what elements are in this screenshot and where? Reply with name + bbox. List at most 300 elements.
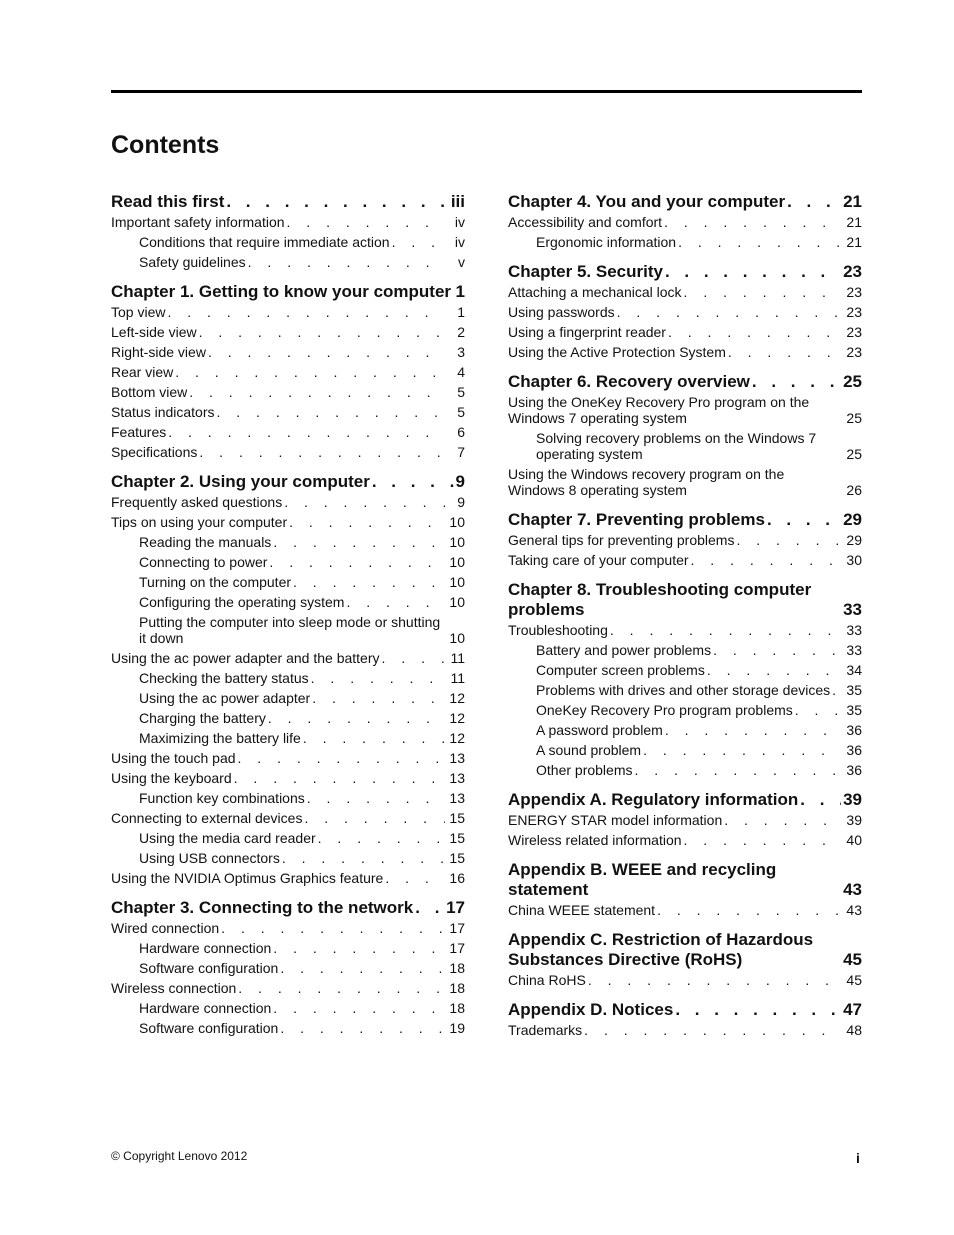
chapter-page: 17 [446, 898, 465, 917]
toc-entry[interactable] [111, 304, 465, 320]
toc-entry[interactable] [508, 430, 862, 462]
entry-page: 12 [449, 730, 465, 746]
toc-entry[interactable] [111, 790, 465, 806]
chapter-title: Chapter 2. Using your computer [111, 472, 370, 491]
entry-title: Battery and power problems [536, 642, 712, 658]
entry-title: Wireless related information [508, 832, 682, 848]
entry-page: iv [454, 214, 465, 230]
entry-title: Connecting to external devices [111, 810, 303, 826]
dot-leader [199, 324, 445, 340]
entry-page: 11 [450, 670, 465, 686]
toc-entry[interactable] [508, 642, 862, 658]
entry-title: Problems with drives and other storage devices [536, 682, 831, 698]
entry-title: Using the Active Protection System [508, 344, 726, 360]
entry-page: 23 [846, 344, 862, 360]
entry-title: Safety guidelines [139, 254, 246, 270]
entry-page: 10 [449, 554, 465, 570]
entry-title: Tips on using your computer [111, 514, 288, 530]
entry-page: 18 [449, 980, 465, 996]
dot-leader [713, 642, 842, 658]
entry-title: Top view [111, 304, 166, 320]
entry-page: 23 [846, 304, 862, 320]
entry-page: 23 [846, 284, 862, 300]
chapter-title: Appendix B. WEEE and recycling statement [508, 860, 777, 899]
entry-page: 5 [457, 384, 465, 400]
toc-entry[interactable] [508, 552, 862, 568]
dot-leader [665, 262, 841, 282]
toc-entry[interactable] [111, 710, 465, 726]
dot-leader [707, 662, 842, 678]
entry-page: 10 [449, 534, 465, 550]
entry-title: Right-side view [111, 344, 206, 360]
chapter-page: 47 [843, 1000, 862, 1019]
entry-page: 21 [846, 234, 862, 250]
entry-page: 40 [846, 832, 862, 848]
toc-entry[interactable] [508, 762, 862, 778]
chapter-page: 39 [843, 790, 862, 809]
toc-section [508, 790, 862, 848]
entry-page: 15 [449, 810, 465, 826]
entry-title: Software configuration [139, 960, 279, 976]
entry-title: Wired connection [111, 920, 220, 936]
dot-leader [221, 920, 445, 936]
chapter-page: 23 [843, 262, 862, 281]
dot-leader [665, 722, 842, 738]
dot-leader [269, 554, 445, 570]
entry-title: Software configuration [139, 1020, 279, 1036]
chapter-title: Read this first [111, 192, 225, 211]
toc-right-column [508, 192, 862, 1050]
dot-leader [280, 960, 445, 976]
toc-entry[interactable] [508, 234, 862, 250]
dot-leader [168, 424, 445, 440]
entry-title: Using the keyboard [111, 770, 232, 786]
dot-leader [657, 902, 842, 918]
entry-title: Using passwords [508, 304, 615, 320]
toc-entry[interactable] [508, 622, 862, 638]
dot-leader [226, 192, 448, 212]
entry-page: 18 [449, 1000, 465, 1016]
toc-entry[interactable] [508, 304, 862, 320]
entry-title: Using a fingerprint reader [508, 324, 666, 340]
entry-title: General tips for preventing problems [508, 532, 735, 548]
dot-leader [311, 670, 445, 686]
page-number: i [856, 1150, 860, 1166]
toc-chapter-heading[interactable] [508, 930, 862, 970]
entry-title: Turning on the computer [139, 574, 292, 590]
dot-leader [767, 510, 841, 530]
entry-title: Accessibility and comfort [508, 214, 663, 230]
dot-leader [610, 622, 842, 638]
entry-title: Attaching a mechanical lock [508, 284, 682, 300]
entry-page: 29 [846, 532, 862, 548]
dot-leader [643, 742, 842, 758]
dot-leader [208, 344, 445, 360]
chapter-page: 45 [843, 950, 862, 969]
chapter-page: 43 [843, 880, 862, 899]
dot-leader [795, 702, 842, 718]
toc-chapter-heading[interactable] [111, 898, 465, 918]
entry-title: Checking the battery status [139, 670, 309, 686]
dot-leader [175, 364, 445, 380]
dot-leader [273, 1000, 445, 1016]
entry-title: Charging the battery [139, 710, 266, 726]
toc-chapter-heading[interactable] [508, 510, 862, 530]
dot-leader [617, 304, 842, 320]
dot-leader [634, 762, 842, 778]
toc-entry[interactable] [111, 514, 465, 530]
entry-page: 6 [457, 424, 465, 440]
entry-title: A sound problem [536, 742, 642, 758]
toc-section [111, 472, 465, 886]
toc-entry[interactable] [111, 494, 465, 510]
toc-entry[interactable] [111, 444, 465, 460]
toc-entry[interactable] [508, 466, 862, 498]
toc-chapter-heading[interactable] [508, 860, 862, 900]
entry-title: A password problem [536, 722, 663, 738]
entry-page: 48 [846, 1022, 862, 1038]
entry-title: Connecting to power [139, 554, 268, 570]
toc-entry[interactable] [111, 960, 465, 976]
entry-title: Important safety information [111, 214, 285, 230]
dot-leader [787, 192, 841, 212]
dot-leader [238, 980, 445, 996]
toc-section [508, 580, 862, 778]
entry-page: 3 [457, 344, 465, 360]
entry-title: Troubleshooting [508, 622, 608, 638]
chapter-title: Chapter 4. You and your computer [508, 192, 786, 211]
entry-page: 36 [846, 742, 862, 758]
toc-entry[interactable] [111, 650, 465, 666]
dot-leader [664, 214, 842, 230]
dot-leader [675, 1000, 841, 1020]
toc-entry[interactable] [508, 394, 862, 426]
toc-section [111, 282, 465, 460]
entry-page: 23 [846, 324, 862, 340]
entry-title: Using USB connectors [139, 850, 280, 866]
chapter-title: Chapter 3. Connecting to the network [111, 898, 414, 917]
dot-leader [678, 234, 842, 250]
entry-page: 9 [457, 494, 465, 510]
toc-entry[interactable] [111, 1000, 465, 1016]
dot-leader [248, 254, 445, 270]
toc-entry[interactable] [111, 254, 465, 270]
entry-title: Conditions that require immediate action [139, 234, 390, 250]
toc-chapter-heading[interactable] [508, 262, 862, 282]
entry-page: 35 [846, 702, 862, 718]
dot-leader [217, 404, 446, 420]
entry-page: 2 [457, 324, 465, 340]
dot-leader [238, 750, 445, 766]
toc-entry[interactable] [111, 850, 465, 866]
chapter-page: 21 [843, 192, 862, 211]
toc-entry[interactable] [508, 702, 862, 718]
entry-page: 36 [846, 722, 862, 738]
toc-section [508, 860, 862, 918]
entry-title: Using the OneKey Recovery Pro program on the Windows 7 operating system [508, 394, 810, 426]
toc-entry[interactable] [111, 554, 465, 570]
entry-title: Maximizing the battery life [139, 730, 301, 746]
entry-page: 11 [450, 650, 465, 666]
entry-page: 13 [449, 790, 465, 806]
toc-entry[interactable] [111, 940, 465, 956]
toc-section [508, 372, 862, 498]
dot-leader [684, 284, 842, 300]
toc-entry[interactable] [111, 594, 465, 610]
chapter-title: Chapter 1. Getting to know your computer [111, 282, 452, 301]
toc-chapter-heading[interactable] [508, 192, 862, 212]
entry-page: 7 [457, 444, 465, 460]
copyright-notice: © Copyright Lenovo 2012 [111, 1149, 248, 1163]
entry-page: 15 [449, 850, 465, 866]
toc-entry[interactable] [111, 404, 465, 420]
dot-leader [584, 1022, 842, 1038]
toc-entry[interactable] [111, 614, 465, 646]
toc-chapter-heading[interactable] [508, 1000, 862, 1020]
dot-leader [728, 344, 842, 360]
toc-entry[interactable] [111, 670, 465, 686]
entry-title: Using the Windows recovery program on the Windows 8 operating system [508, 466, 785, 498]
entry-page: 15 [449, 830, 465, 846]
chapter-title: Chapter 7. Preventing problems [508, 510, 765, 529]
toc-entry[interactable] [111, 770, 465, 786]
dot-leader [303, 730, 445, 746]
dot-leader [280, 1020, 445, 1036]
entry-page: 4 [457, 364, 465, 380]
entry-title: Wireless connection [111, 980, 237, 996]
entry-page: 13 [449, 750, 465, 766]
entry-page: iv [454, 234, 465, 250]
toc-entry[interactable] [508, 972, 862, 988]
dot-leader [415, 898, 444, 918]
entry-page: 16 [449, 870, 465, 886]
dot-leader [724, 812, 842, 828]
chapter-page: 9 [455, 472, 465, 491]
toc-entry[interactable] [508, 532, 862, 548]
toc-entry[interactable] [111, 574, 465, 590]
toc-chapter-heading[interactable] [111, 282, 465, 302]
entry-title: Function key combinations [139, 790, 305, 806]
toc-entry[interactable] [111, 980, 465, 996]
entry-title: China WEEE statement [508, 902, 656, 918]
dot-leader [189, 384, 445, 400]
dot-leader [312, 690, 445, 706]
entry-title: Rear view [111, 364, 174, 380]
dot-leader [284, 494, 445, 510]
dot-leader [372, 472, 454, 492]
toc-entry[interactable] [111, 344, 465, 360]
dot-leader [668, 324, 842, 340]
toc-entry[interactable] [111, 920, 465, 936]
dot-leader [736, 532, 842, 548]
dot-leader [392, 234, 445, 250]
toc-section [508, 930, 862, 988]
toc-entry[interactable] [111, 324, 465, 340]
toc-entry[interactable] [508, 284, 862, 300]
entry-page: 34 [846, 662, 862, 678]
entry-page: 10 [449, 514, 465, 530]
entry-title: China RoHS [508, 972, 586, 988]
dot-leader [752, 372, 841, 392]
dot-leader [167, 304, 445, 320]
dot-leader [273, 534, 445, 550]
entry-title: ENERGY STAR model information [508, 812, 723, 828]
entry-page: 10 [449, 630, 465, 646]
toc-entry[interactable] [508, 722, 862, 738]
dot-leader [289, 514, 445, 530]
entry-title: Taking care of your computer [508, 552, 689, 568]
entry-title: Ergonomic information [536, 234, 677, 250]
entry-title: Configuring the operating system [139, 594, 345, 610]
entry-title: Specifications [111, 444, 198, 460]
entry-page: 45 [846, 972, 862, 988]
toc-entry[interactable] [111, 1020, 465, 1036]
dot-leader [318, 830, 445, 846]
toc-entry[interactable] [111, 424, 465, 440]
toc-entry[interactable] [508, 344, 862, 360]
dot-leader [588, 972, 842, 988]
chapter-title: Appendix C. Restriction of Hazardous Substances Directive (RoHS) [508, 930, 814, 969]
toc-entry[interactable] [111, 810, 465, 826]
dot-leader [234, 770, 445, 786]
entry-page: 19 [449, 1020, 465, 1036]
entry-title: Using the media card reader [139, 830, 316, 846]
entry-title: Features [111, 424, 167, 440]
chapter-page: iii [450, 192, 465, 211]
toc-section [508, 192, 862, 250]
toc-entry[interactable] [508, 682, 862, 698]
toc-entry[interactable] [111, 730, 465, 746]
dot-leader [691, 552, 842, 568]
toc-entry[interactable] [111, 690, 465, 706]
dot-leader [304, 810, 445, 826]
entry-page: 12 [449, 710, 465, 726]
toc-section [508, 262, 862, 360]
entry-title: Frequently asked questions [111, 494, 283, 510]
entry-title: Hardware connection [139, 940, 272, 956]
entry-title: Left-side view [111, 324, 197, 340]
dot-leader [273, 940, 445, 956]
toc-entry[interactable] [508, 324, 862, 340]
entry-page: 25 [846, 446, 862, 462]
toc-chapter-heading[interactable] [111, 472, 465, 492]
dot-leader [199, 444, 445, 460]
entry-title: Bottom view [111, 384, 188, 400]
entry-title: Hardware connection [139, 1000, 272, 1016]
dot-leader [385, 870, 445, 886]
dot-leader [800, 790, 841, 810]
entry-title: Solving recovery problems on the Windows 7 operating system [536, 430, 817, 462]
entry-page: 18 [449, 960, 465, 976]
dot-leader [287, 214, 445, 230]
chapter-title: Chapter 5. Security [508, 262, 663, 281]
toc-entry[interactable] [111, 384, 465, 400]
toc-entry[interactable] [111, 830, 465, 846]
chapter-page: 25 [843, 372, 862, 391]
entry-page: 36 [846, 762, 862, 778]
chapter-title: Appendix D. Notices [508, 1000, 674, 1019]
entry-page: 39 [846, 812, 862, 828]
chapter-page: 1 [455, 282, 465, 301]
toc-chapter-heading[interactable] [508, 790, 862, 810]
toc-section [508, 510, 862, 568]
toc-entry[interactable] [111, 534, 465, 550]
entry-page: 5 [457, 404, 465, 420]
toc-chapter-heading[interactable] [508, 372, 862, 392]
entry-page: 1 [457, 304, 465, 320]
entry-page: 10 [449, 594, 465, 610]
dot-leader [307, 790, 445, 806]
toc-entry[interactable] [508, 1022, 862, 1038]
toc-entry[interactable] [508, 662, 862, 678]
entry-title: OneKey Recovery Pro program problems [536, 702, 793, 718]
chapter-title: Chapter 8. Troubleshooting computer problems [508, 580, 812, 619]
dot-leader [453, 282, 454, 302]
entry-title: Reading the manuals [139, 534, 272, 550]
toc-chapter-heading[interactable] [111, 192, 465, 212]
entry-title: Using the ac power adapter [139, 690, 311, 706]
dot-leader [346, 594, 445, 610]
entry-title: Status indicators [111, 404, 215, 420]
chapter-page: 33 [843, 600, 862, 619]
top-rule [111, 90, 862, 93]
toc-entry[interactable] [508, 812, 862, 828]
dot-leader [684, 832, 842, 848]
entry-page: 10 [449, 574, 465, 590]
entry-title: Computer screen problems [536, 662, 705, 678]
chapter-title: Appendix A. Regulatory information [508, 790, 799, 809]
dot-leader [282, 850, 445, 866]
toc-entry[interactable] [111, 234, 465, 250]
entry-title: Using the ac power adapter and the battery [111, 650, 380, 666]
toc-entry[interactable] [508, 902, 862, 918]
entry-page: 33 [846, 622, 862, 638]
entry-page: 35 [846, 682, 862, 698]
toc-left-column [111, 192, 465, 1048]
entry-page: 25 [846, 410, 862, 426]
entry-page: 26 [846, 482, 862, 498]
entry-title: Using the NVIDIA Optimus Graphics feature [111, 870, 384, 886]
entry-page: v [458, 254, 465, 270]
toc-entry[interactable] [111, 870, 465, 886]
dot-leader [268, 710, 445, 726]
toc-entry[interactable] [111, 364, 465, 380]
toc-entry[interactable] [508, 214, 862, 230]
dot-leader [382, 650, 445, 666]
entry-title: Putting the computer into sleep mode or shutting it down [139, 614, 441, 646]
entry-page: 33 [846, 642, 862, 658]
toc-entry[interactable] [508, 832, 862, 848]
toc-section [111, 898, 465, 1036]
toc-section [508, 1000, 862, 1038]
entry-title: Using the touch pad [111, 750, 236, 766]
entry-page: 13 [449, 770, 465, 786]
entry-page: 17 [449, 940, 465, 956]
toc-entry[interactable] [111, 214, 465, 230]
entry-page: 43 [846, 902, 862, 918]
toc-entry[interactable] [508, 742, 862, 758]
entry-page: 30 [846, 552, 862, 568]
entry-page: 17 [449, 920, 465, 936]
chapter-title: Chapter 6. Recovery overview [508, 372, 750, 391]
chapter-page: 29 [843, 510, 862, 529]
entry-page: 21 [846, 214, 862, 230]
dot-leader [832, 682, 842, 698]
entry-page: 12 [449, 690, 465, 706]
toc-section [111, 192, 465, 270]
toc-entry[interactable] [111, 750, 465, 766]
toc-chapter-heading[interactable] [508, 580, 862, 620]
